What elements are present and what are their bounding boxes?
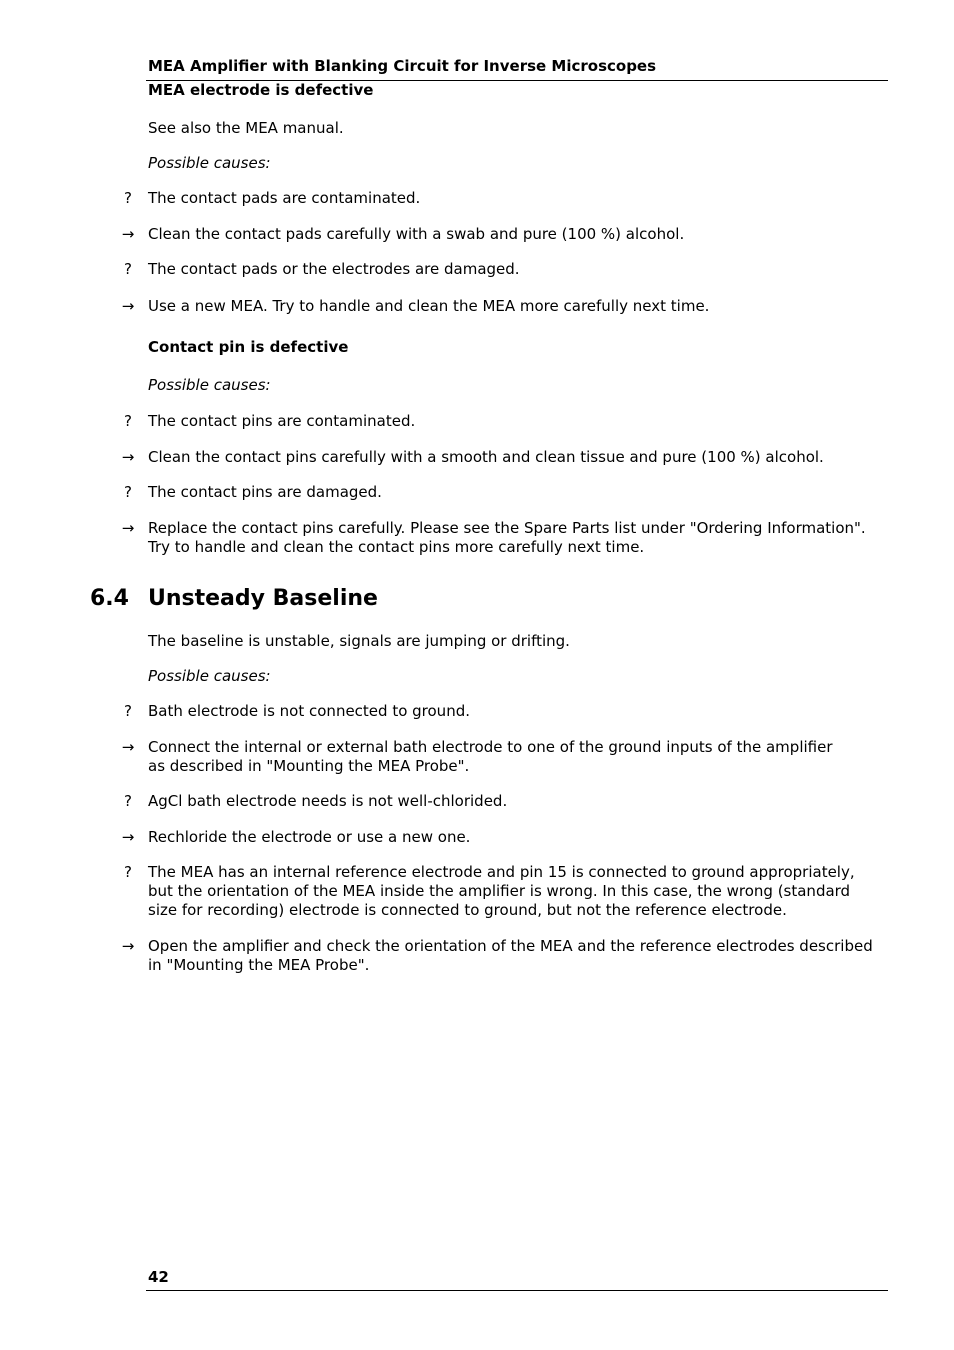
cause-marker: ?	[124, 189, 132, 207]
cause-marker: ?	[124, 260, 132, 278]
section-intro: The baseline is unstable, signals are jumping or drifting.	[148, 632, 570, 650]
remedy-marker: →	[121, 828, 135, 846]
cause-text: The contact pins are contaminated.	[148, 412, 416, 430]
remedy-marker: →	[121, 937, 135, 955]
remedy-marker: →	[121, 519, 135, 537]
cause-text: The contact pads or the electrodes are damaged.	[148, 260, 520, 278]
remedy-text-line: Try to handle and clean the contact pins more carefully next time.	[148, 538, 645, 556]
cause-text-line: The MEA has an internal reference electrode and pin 15 is connected to ground appropriately,	[148, 863, 855, 881]
running-header-title: MEA Amplifier with Blanking Circuit for Inverse Microscopes	[148, 57, 657, 75]
remedy-text: Rechloride the electrode or use a new one.	[148, 828, 471, 846]
remedy-text: Use a new MEA. Try to handle and clean the MEA more carefully next time.	[148, 297, 710, 315]
remedy-marker: →	[121, 297, 135, 315]
cause-text-line: size for recording) electrode is connected to ground, but not the reference electrode.	[148, 901, 787, 919]
section-number: 6.4	[90, 586, 129, 611]
remedy-marker: →	[121, 448, 135, 466]
cause-text: The contact pads are contaminated.	[148, 189, 421, 207]
remedy-text-line: as described in "Mounting the MEA Probe".	[148, 757, 470, 775]
cause-marker: ?	[124, 483, 132, 501]
remedy-text-line: Replace the contact pins carefully. Please see the Spare Parts list under "Ordering Information".	[148, 519, 866, 537]
cause-text-line: but the orientation of the MEA inside the amplifier is wrong. In this case, the wrong (standard	[148, 882, 851, 900]
cause-marker: ?	[124, 863, 132, 881]
section-title: Unsteady Baseline	[148, 586, 378, 611]
subheading-mea-electrode: MEA electrode is defective	[148, 81, 374, 99]
cause-marker: ?	[124, 792, 132, 810]
cause-marker: ?	[124, 412, 132, 430]
page-number: 42	[148, 1268, 169, 1286]
subheading-contact-pin: Contact pin is defective	[148, 338, 349, 356]
remedy-marker: →	[121, 225, 135, 243]
cause-marker: ?	[124, 702, 132, 720]
cause-text: AgCl bath electrode needs is not well-chlorided.	[148, 792, 508, 810]
mea-electrode-intro: See also the MEA manual.	[148, 119, 344, 137]
footer-rule	[146, 1290, 888, 1291]
possible-causes-label: Possible causes:	[148, 667, 271, 685]
possible-causes-label: Possible causes:	[148, 376, 271, 394]
cause-text: The contact pins are damaged.	[148, 483, 382, 501]
remedy-text-line: Open the amplifier and check the orientation of the MEA and the reference electrodes described	[148, 937, 873, 955]
remedy-text-line: in "Mounting the MEA Probe".	[148, 956, 370, 974]
possible-causes-label: Possible causes:	[148, 154, 271, 172]
remedy-text: Clean the contact pads carefully with a swab and pure (100 %) alcohol.	[148, 225, 685, 243]
remedy-text-line: Connect the internal or external bath electrode to one of the ground inputs of the amplifier	[148, 738, 833, 756]
remedy-text: Clean the contact pins carefully with a smooth and clean tissue and pure (100 %) alcohol.	[148, 448, 824, 466]
remedy-marker: →	[121, 738, 135, 756]
cause-text: Bath electrode is not connected to ground.	[148, 702, 470, 720]
